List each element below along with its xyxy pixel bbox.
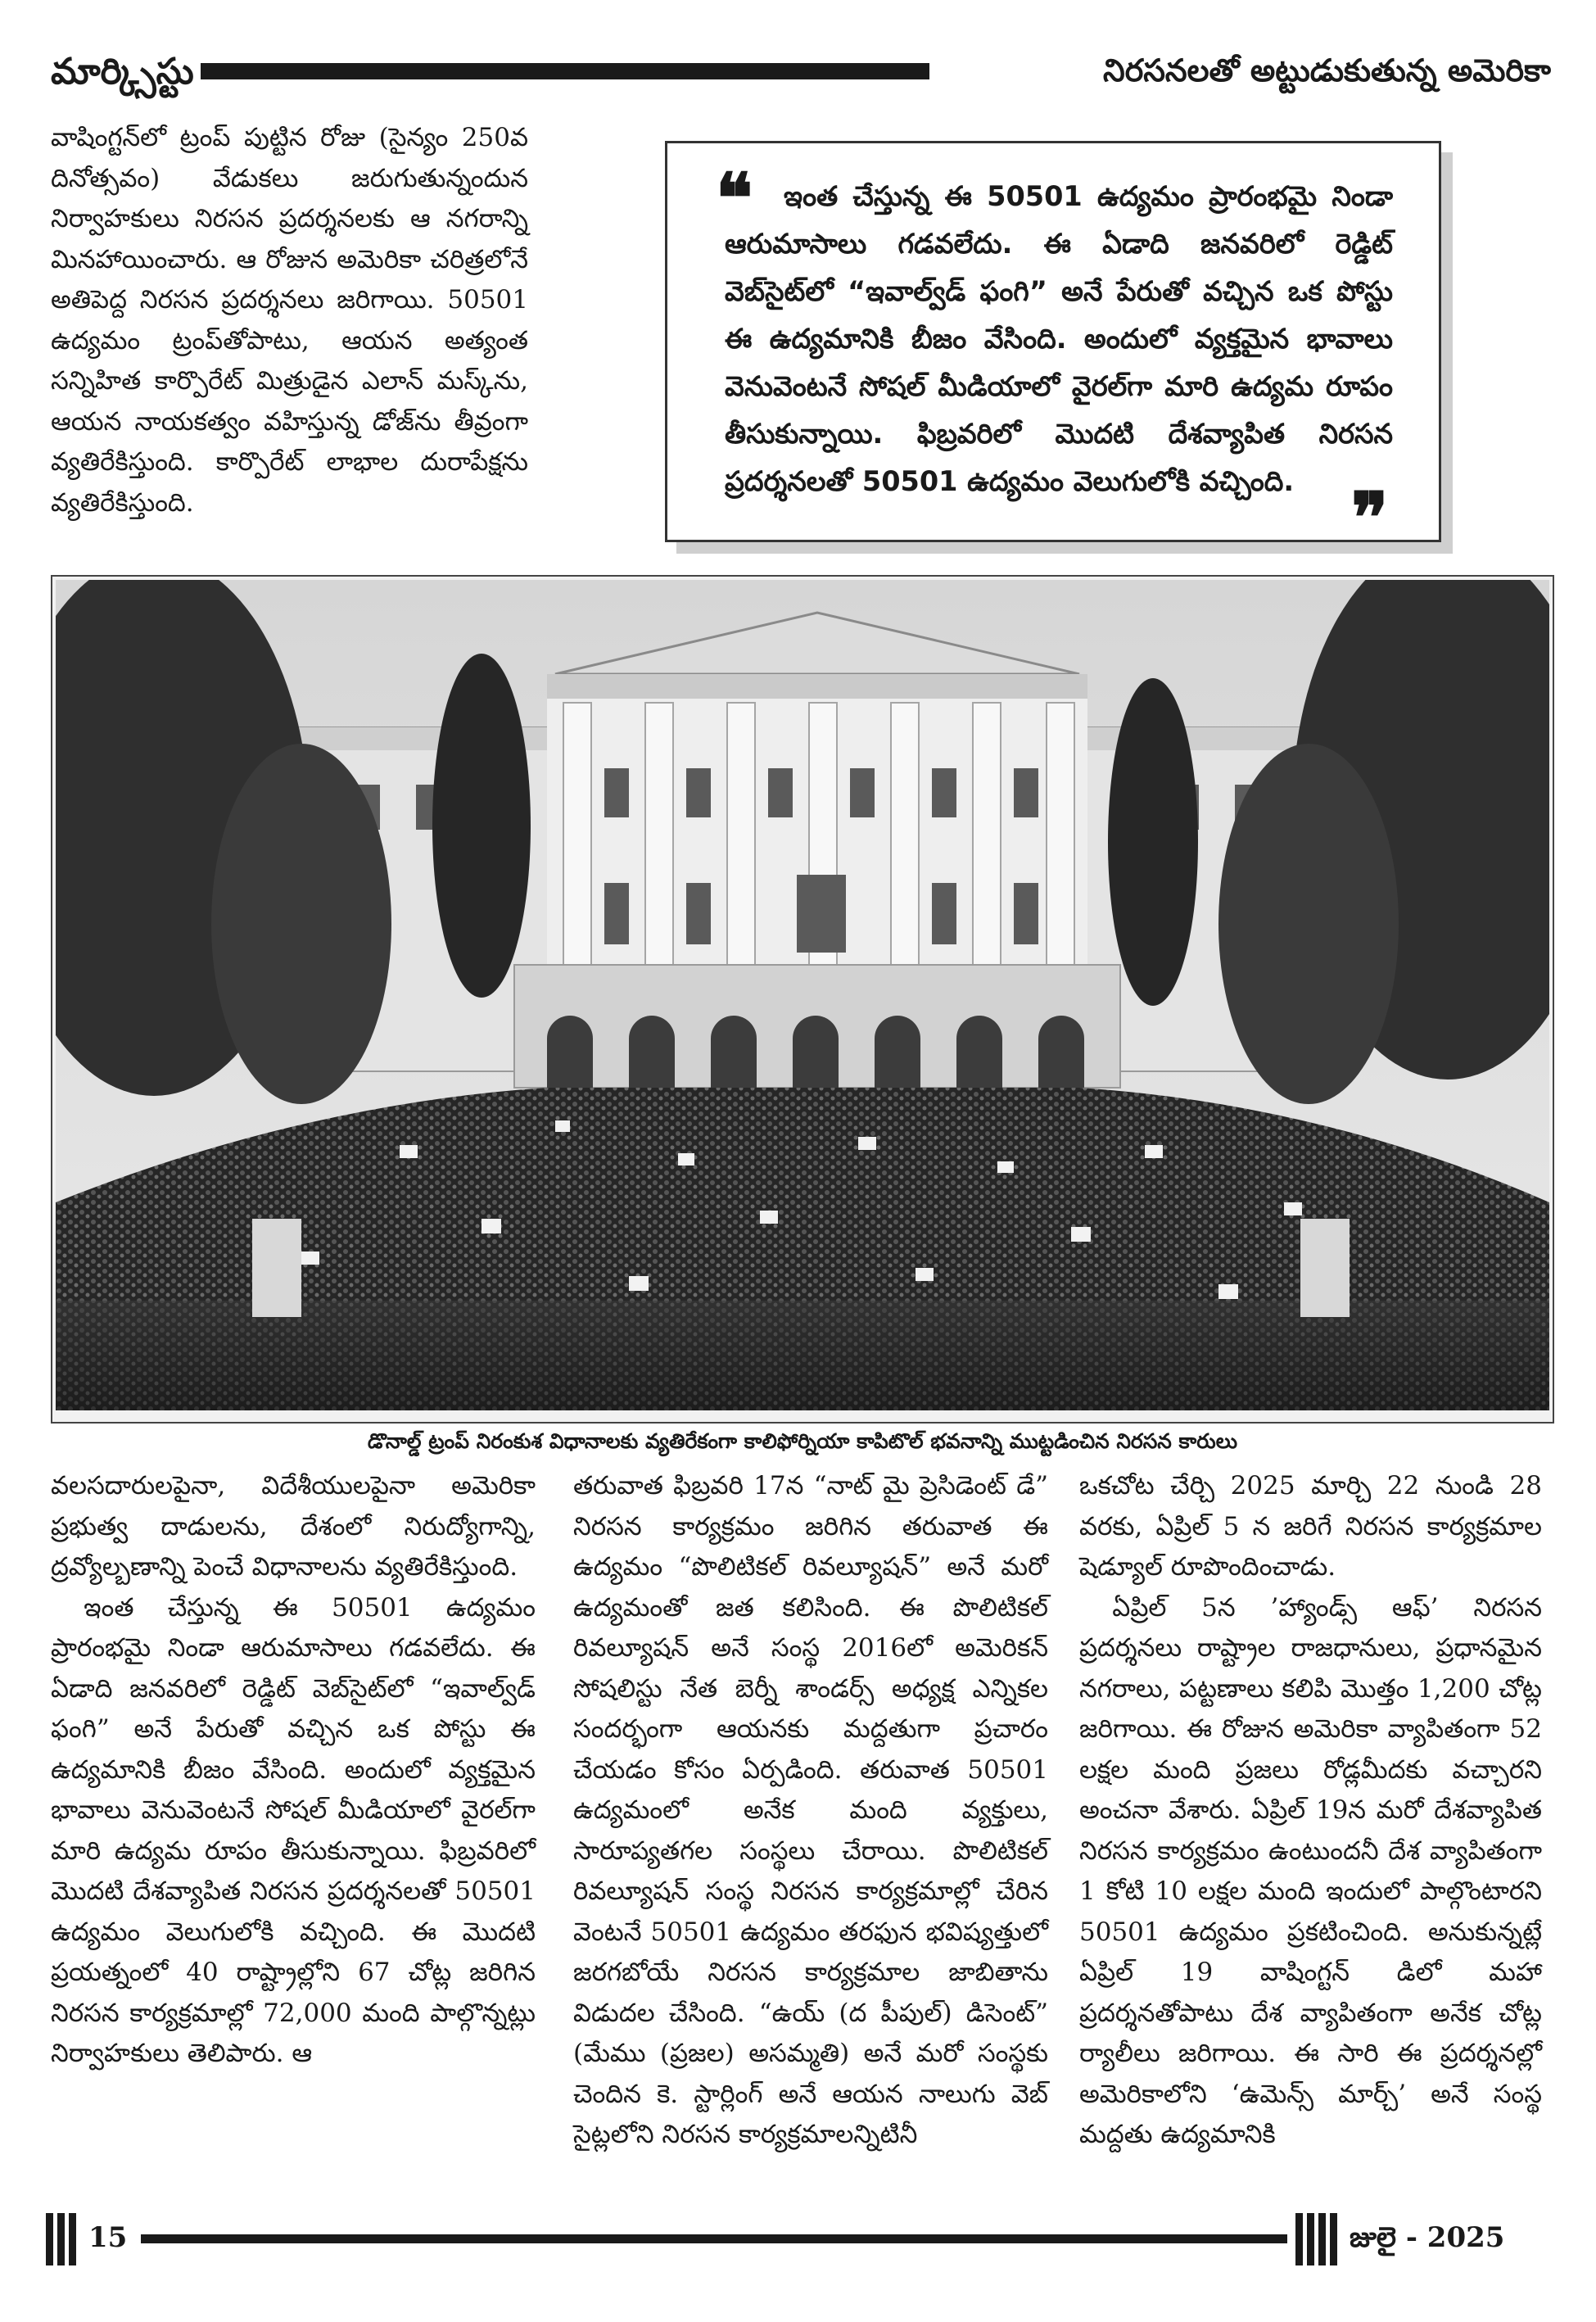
body-paragraph: తరువాత ఫిబ్రవరి 17న “నాట్ మై ప్రెసిడెంట్ డే” నిరసన కార్యక్రమం జరిగిన తరువాత ఈ ఉద్యమం “పొలిటికల్ రివల్యూషన్” అనే మరో ఉద్యమంతో జత కలిసింది. ఈ పొలిటికల్ రివల్యూషన్ అనే సంస్థ 2016లో అమెరికన్ సోషలిస్టు నేత బెర్నీ శాండర్స్ అధ్యక్ష ఎన్నికల సందర్భంగా ఆయనకు మద్దతుగా ప్రచారం చేయడం కోసం ఏర్పడింది. తరువాత 50501 ఉద్యమంలో అనేక మంది వ్యక్తులు, సారూప్యతగల సంస్థలు చేరాయి. పొలిటికల్ రివల్యూషన్ సంస్థ నిరసన కార్యక్రమాల్లో చేరిన వెంటనే 50501 ఉద్యమం తరఫున భవిష్యత్తులో జరగబోయే నిరసన కార్యక్రమాల జాబితాను విడుదల చేసింది. “ఉయ్ (ద పీపుల్) డిసెంట్” (మేము (ప్రజల) అసమ్మతి) అనే మరో సంస్థకు చెందిన కె. స్టార్లింగ్ అనే ఆయన నాలుగు వెబ్ సైట్లలోని నిరసన కార్యక్రమాలన్నిటినీ bbox=[573, 1471, 1048, 2149]
footer-rule bbox=[141, 2234, 1287, 2243]
footer-right-bars bbox=[1295, 2213, 1337, 2265]
protest-photo bbox=[56, 580, 1549, 1410]
issue-date: జులై - 2025 bbox=[1350, 2221, 1505, 2254]
body-column-3 bbox=[1079, 1466, 1542, 2156]
open-quote-icon: ❝ bbox=[716, 157, 753, 238]
body-paragraph: ఏప్రిల్ 5న ’హ్యాండ్స్ ఆఫ్’ నిరసన ప్రదర్శనలు రాష్ట్రాల రాజధానులు, ప్రధానమైన నగరాలు, పట్టణాలు కలిపి మొత్తం 1,200 చోట్ల జరిగాయి. ఈ రోజున అమెరికా వ్యాపితంగా 52 లక్షల మంది ప్రజలు రోడ్లమీదకు వచ్చారని అంచనా వేశారు. ఏప్రిల్ 19న మరో దేశవ్యాపిత నిరసన కార్యక్రమం ఉంటుందనీ దేశ వ్యాపితంగా 1 కోటి 10 లక్షల మంది ఇందులో పాల్గొంటారని 50501 ఉద్యమం ప్రకటించింది. అనుకున్నట్లే ఏప్రిల్ 19 వాషింగ్టన్ డిలో మహా ప్రదర్శనతోపాటు దేశ వ్యాపితంగా అనేక చోట్ల ర్యాలీలు జరిగాయి. ఈ సారి ఈ ప్రదర్శనల్లో అమెరికాలోని ‘ఉమెన్స్ మార్చ్’ అనే సంస్థ మద్దతు ఉద్యమానికి bbox=[1079, 1592, 1542, 2149]
magazine-section-title: మార్క్సిస్టు bbox=[51, 51, 194, 93]
footer-left-bars bbox=[46, 2213, 76, 2265]
header-rule bbox=[201, 63, 929, 79]
body-column-2 bbox=[573, 1466, 1048, 2156]
article-title: నిరసనలతో అట్టుడుకుతున్న అమెరికా bbox=[1103, 52, 1551, 88]
body-paragraph: ఒకచోట చేర్చి 2025 మార్చి 22 నుండి 28 వరకు, ఏప్రిల్ 5 న జరిగే నిరసన కార్యక్రమాల షెడ్యూల్ రూపొందించాడు. bbox=[1079, 1471, 1542, 1582]
close-quote-icon: ❞ bbox=[1351, 477, 1389, 558]
protest-crowd bbox=[56, 1088, 1549, 1410]
photo-caption: డొనాల్డ్ ట్రంప్ నిరంకుశ విధానాలకు వ్యతిరేకంగా కాలిఫోర్నియా కాపిటొల్ భవనాన్ని ముట్టడించిన నిరసన కారులు bbox=[367, 1429, 1238, 1453]
pull-quote-box bbox=[665, 141, 1441, 542]
intro-column bbox=[51, 118, 528, 523]
body-column-1 bbox=[51, 1466, 536, 2075]
page-number: 15 bbox=[88, 2221, 128, 2254]
intro-paragraph: వాషింగ్టన్‌లో ట్రంప్ పుట్టిన రోజు (సైన్యం 250వ దినోత్సవం) వేడుకలు జరుగుతున్నందున నిర్వాహకులు నిరసన ప్రదర్శనలకు ఆ నగరాన్ని మినహాయించారు. ఆ రోజున అమెరికా చరిత్రలోనే అతిపెద్ద నిరసన ప్రదర్శనలు జరిగాయి. 50501 ఉద్యమం ట్రంప్‌తోపాటు, ఆయన అత్యంత సన్నిహిత కార్పొరేట్ మిత్రుడైన ఎలాన్ మస్క్‌ను, ఆయన నాయకత్వం వహిస్తున్న డోజ్‌ను తీవ్రంగా వ్యతిరేకిస్తుంది. కార్పొరేట్ లాభాల దురాపేక్షను వ్యతిరేకిస్తుంది. bbox=[51, 123, 528, 518]
body-paragraph: ఇంత చేస్తున్న ఈ 50501 ఉద్యమం ప్రారంభమై నిండా ఆరుమాసాలు గడవలేదు. ఈ ఏడాది జనవరిలో రెడ్డిట్ వెబ్‌సైట్‌లో “ఇవాల్వ్‌డ్ ఫంగి” అనే పేరుతో వచ్చిన ఒక పోస్టు ఈ ఉద్యమానికి బీజం వేసింది. అందులో వ్యక్తమైన భావాలు వెనువెంటనే సోషల్ మీడియాలో వైరల్‌గా మారి ఉద్యమ రూపం తీసుకున్నాయి. ఫిబ్రవరిలో మొదటి దేశవ్యాపిత నిరసన ప్రదర్శనలతో 50501 ఉద్యమం వెలుగులోకి వచ్చింది. ఈ మొదటి ప్రయత్నంలో 40 రాష్ట్రాల్లోని 67 చోట్ల జరిగిన నిరసన కార్యక్రమాల్లో 72,000 మంది పాల్గొన్నట్లు నిర్వాహకులు తెలిపారు. ఆ bbox=[51, 1592, 536, 2068]
body-paragraph: వలసదారులపైనా, విదేశీయులపైనా అమెరికా ప్రభుత్వ దాడులను, దేశంలో నిరుద్యోగాన్ని, ద్రవ్యోల్బణాన్ని పెంచే విధానాలను వ్యతిరేకిస్తుంది. bbox=[51, 1471, 536, 1582]
pull-quote-text: ఇంత చేస్తున్న ఈ 50501 ఉద్యమం ప్రారంభమై నిండా ఆరుమాసాలు గడవలేదు. ఈ ఏడాది జనవరిలో రెడ్డిట్ వెబ్‌సైట్‌లో “ఇవాల్వ్‌డ్ ఫంగి” అనే పేరుతో వచ్చిన ఒక పోస్టు ఈ ఉద్యమానికి బీజం వేసింది. అందులో వ్యక్తమైన భావాలు వెనువెంటనే సోషల్ మీడియాలో వైరల్‌గా మారి ఉద్యమ రూపం తీసుకున్నాయి. ఫిబ్రవరిలో మొదటి దేశవ్యాపిత నిరసన ప్రదర్శనలతో 50501 ఉద్యమం వెలుగులోకి వచ్చింది. bbox=[725, 180, 1393, 497]
